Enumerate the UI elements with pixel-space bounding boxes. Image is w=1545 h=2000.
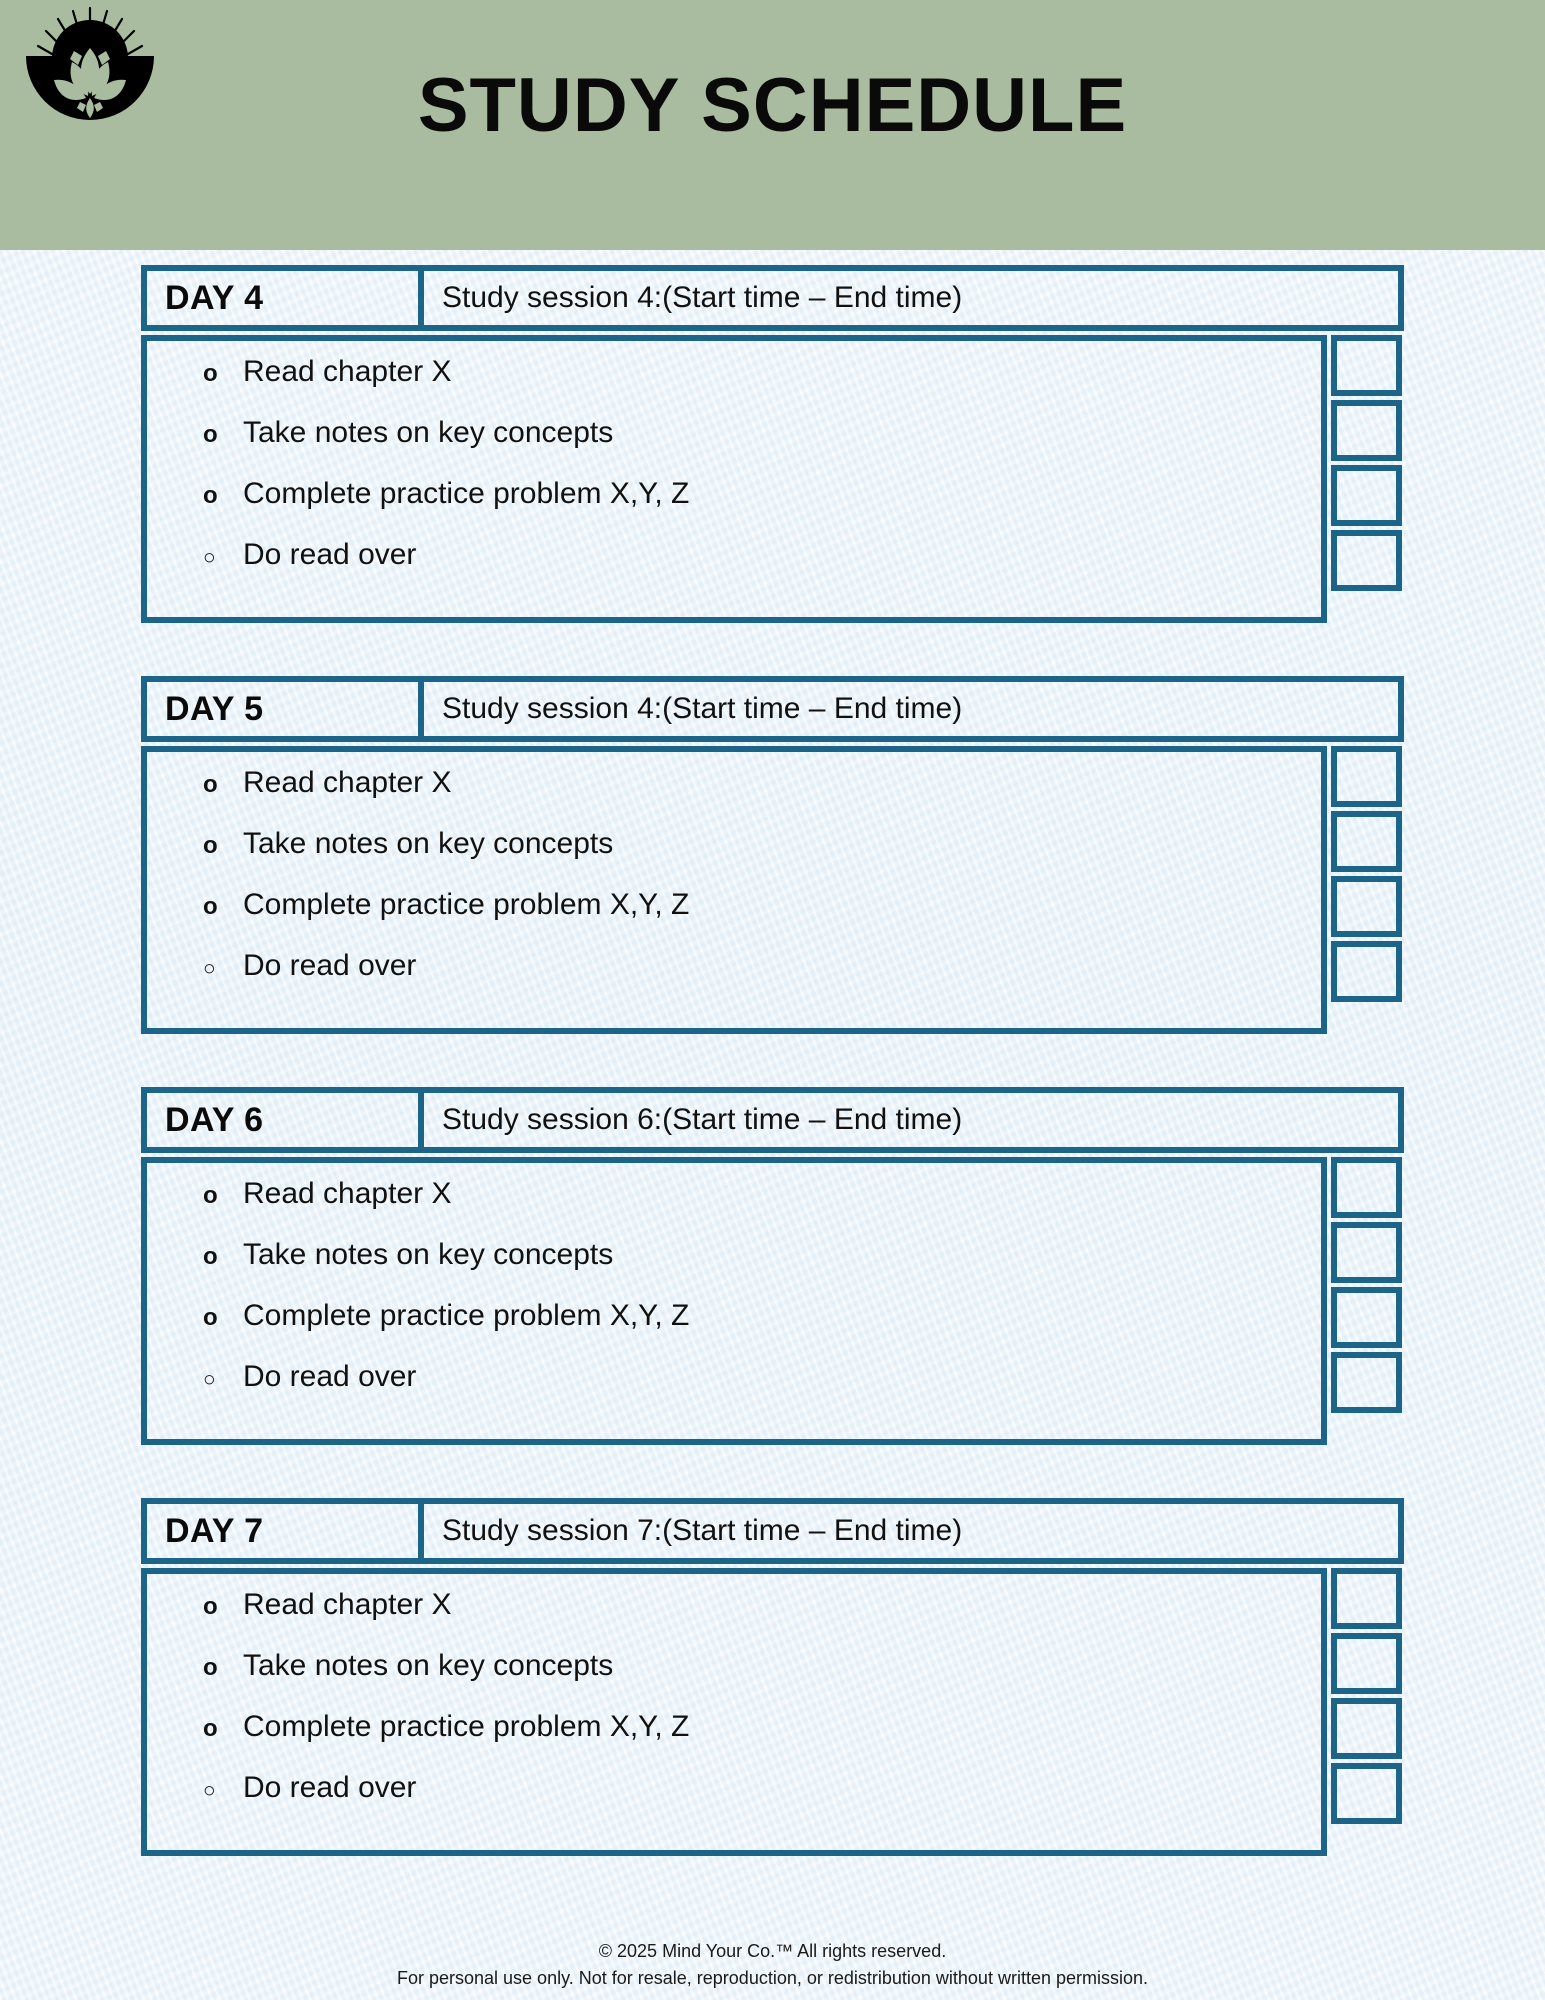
day-card [141,265,1404,623]
task-item [147,540,1321,601]
day-label: DAY 4 [147,271,424,325]
day-card-body [141,1157,1404,1445]
task-item [147,1179,1321,1240]
header-band [0,0,1545,250]
day-card [141,1087,1404,1445]
bullet-icon: o [203,832,218,859]
checkbox-column [1331,335,1402,623]
bullet-icon: o [203,421,218,448]
task-item [147,1240,1321,1301]
task-checkbox[interactable] [1331,746,1402,807]
footer-copyright: © 2025 Mind Your Co.™ All rights reserved. [598,1941,947,1961]
task-list [141,1568,1327,1856]
task-item [147,890,1321,951]
task-list [141,1157,1327,1445]
day-card-header [141,1498,1404,1564]
task-checkbox[interactable] [1331,1568,1402,1629]
session-label[interactable]: Study session 4:(Start time – End time) [442,281,963,314]
task-checkbox[interactable] [1331,335,1402,396]
task-list [141,335,1327,623]
task-item [147,768,1321,829]
task-item [147,479,1321,540]
day-card [141,1498,1404,1856]
task-checkbox[interactable] [1331,876,1402,937]
task-checkbox[interactable] [1331,400,1402,461]
page-title: STUDY SCHEDULE [417,63,1128,148]
task-text: Do read over [243,1360,417,1393]
task-text: Take notes on key concepts [243,827,614,860]
task-checkbox[interactable] [1331,1698,1402,1759]
task-text: Complete practice problem X,Y, Z [243,477,690,510]
day-card-body [141,746,1404,1034]
session-label[interactable]: Study session 7:(Start time – End time) [442,1514,963,1547]
day-card-header [141,1087,1404,1153]
task-text: Do read over [243,949,417,982]
bullet-icon: o [203,360,218,387]
task-checkbox[interactable] [1331,1633,1402,1694]
task-text: Read chapter X [243,766,452,799]
bullet-icon: o [203,1715,218,1742]
task-text: Complete practice problem X,Y, Z [243,1299,690,1332]
day-card-body [141,1568,1404,1856]
bullet-icon: o [203,1243,218,1270]
bullet-icon: o [203,893,218,920]
checkbox-column [1331,1568,1402,1856]
bullet-icon: o [203,771,218,798]
task-item [147,418,1321,479]
bullet-icon: ○ [203,1779,216,1802]
task-text: Do read over [243,538,417,571]
task-list [141,746,1327,1034]
task-text: Complete practice problem X,Y, Z [243,888,690,921]
day-cards-list [0,250,1545,1909]
day-card-header [141,265,1404,331]
day-label: DAY 5 [147,682,424,736]
day-card [141,676,1404,1034]
task-item [147,951,1321,1012]
task-checkbox[interactable] [1331,1157,1402,1218]
task-text: Complete practice problem X,Y, Z [243,1710,690,1743]
task-text: Take notes on key concepts [243,1238,614,1271]
task-item [147,1712,1321,1773]
day-label: DAY 7 [147,1504,424,1558]
session-label[interactable]: Study session 4:(Start time – End time) [442,692,963,725]
task-checkbox[interactable] [1331,465,1402,526]
task-item [147,1301,1321,1362]
bullet-icon: ○ [203,1368,216,1391]
task-checkbox[interactable] [1331,1287,1402,1348]
day-label: DAY 6 [147,1093,424,1147]
task-checkbox[interactable] [1331,941,1402,1002]
task-item [147,1773,1321,1834]
bullet-icon: o [203,482,218,509]
task-checkbox[interactable] [1331,1352,1402,1413]
bullet-icon: o [203,1593,218,1620]
task-text: Do read over [243,1771,417,1804]
task-text: Read chapter X [243,1588,452,1621]
task-item [147,1651,1321,1712]
task-item [147,1362,1321,1423]
task-checkbox[interactable] [1331,1222,1402,1283]
task-item [147,1590,1321,1651]
bullet-icon: o [203,1654,218,1681]
day-card-header [141,676,1404,742]
checkbox-column [1331,1157,1402,1445]
bullet-icon: ○ [203,957,216,980]
day-card-body [141,335,1404,623]
footer-license-notice: For personal use only. Not for resale, reproduction, or redistribution without written permission. [396,1968,1148,1988]
session-label[interactable]: Study session 6:(Start time – End time) [442,1103,963,1136]
task-item [147,357,1321,418]
task-text: Take notes on key concepts [243,1649,614,1682]
task-text: Read chapter X [243,1177,452,1210]
task-text: Read chapter X [243,355,452,388]
task-item [147,829,1321,890]
task-checkbox[interactable] [1331,530,1402,591]
bullet-icon: o [203,1304,218,1331]
checkbox-column [1331,746,1402,1034]
task-text: Take notes on key concepts [243,416,614,449]
bullet-icon: o [203,1182,218,1209]
task-checkbox[interactable] [1331,811,1402,872]
bullet-icon: ○ [203,546,216,569]
task-checkbox[interactable] [1331,1763,1402,1824]
footer [0,1938,1545,1992]
